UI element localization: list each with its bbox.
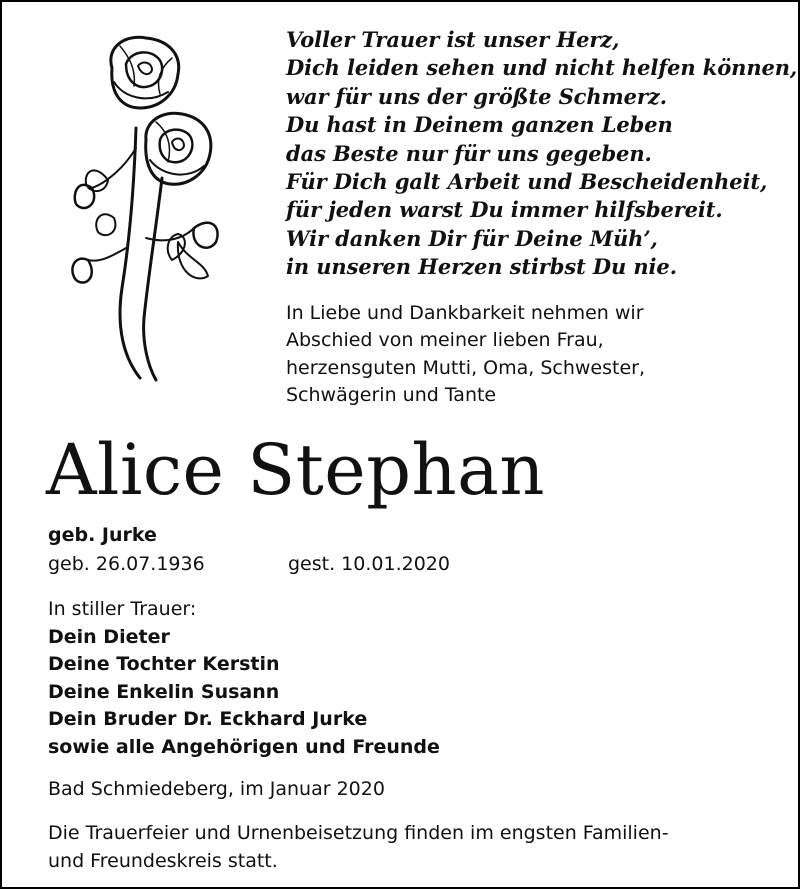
poem-line: das Beste nur für uns gegeben. <box>286 140 652 166</box>
farewell-line: Abschied von meiner lieben Frau, <box>286 329 604 352</box>
mourner-name: Dein Bruder Dr. Eckhard Jurke <box>48 708 368 730</box>
mourners-list <box>48 596 440 761</box>
poem-line: Du hast in Deinem ganzen Leben <box>286 112 673 138</box>
poem-line: Für Dich galt Arbeit und Bescheidenheit, <box>286 169 768 195</box>
poem-line: Wir danken Dir für Deine Müh’, <box>286 225 658 251</box>
deceased-name: Alice Stephan <box>46 429 545 511</box>
ceremony-line: Die Trauerfeier und Urnenbeisetzung finden im engsten Familien- <box>48 822 669 844</box>
poem-line: Dich leiden sehen und nicht helfen können, <box>286 55 798 81</box>
mourner-name: Deine Enkelin Susann <box>48 680 280 703</box>
maiden-name: geb. Jurke <box>48 524 157 546</box>
ceremony-info <box>48 820 669 875</box>
poem <box>286 26 798 282</box>
ceremony-line: und Freundeskreis statt. <box>48 849 278 872</box>
poem-line: war für uns der größte Schmerz. <box>286 83 667 109</box>
place-date: Bad Schmiedeberg, im Januar 2020 <box>48 778 385 800</box>
life-dates <box>48 551 450 579</box>
poem-line: Voller Trauer ist unser Herz, <box>286 27 620 52</box>
death-date: gest. 10.01.2020 <box>288 553 450 575</box>
poem-line: für jeden warst Du immer hilfsbereit. <box>286 197 723 223</box>
birth-date: geb. 26.07.1936 <box>48 553 205 575</box>
farewell-line: In Liebe und Dankbarkeit nehmen wir <box>286 302 644 324</box>
roses-icon <box>64 28 234 388</box>
farewell-line: Schwägerin und Tante <box>286 384 497 407</box>
mourner-name: Deine Tochter Kerstin <box>48 653 280 675</box>
poem-line: in unseren Herzen stirbst Du nie. <box>286 254 677 280</box>
mourner-name: Dein Dieter <box>48 625 170 648</box>
farewell-text <box>286 300 786 410</box>
mourner-name: sowie alle Angehörigen und Freunde <box>48 735 440 758</box>
mourners-intro: In stiller Trauer: <box>48 598 197 620</box>
farewell-line: herzensguten Mutti, Oma, Schwester, <box>286 356 646 379</box>
